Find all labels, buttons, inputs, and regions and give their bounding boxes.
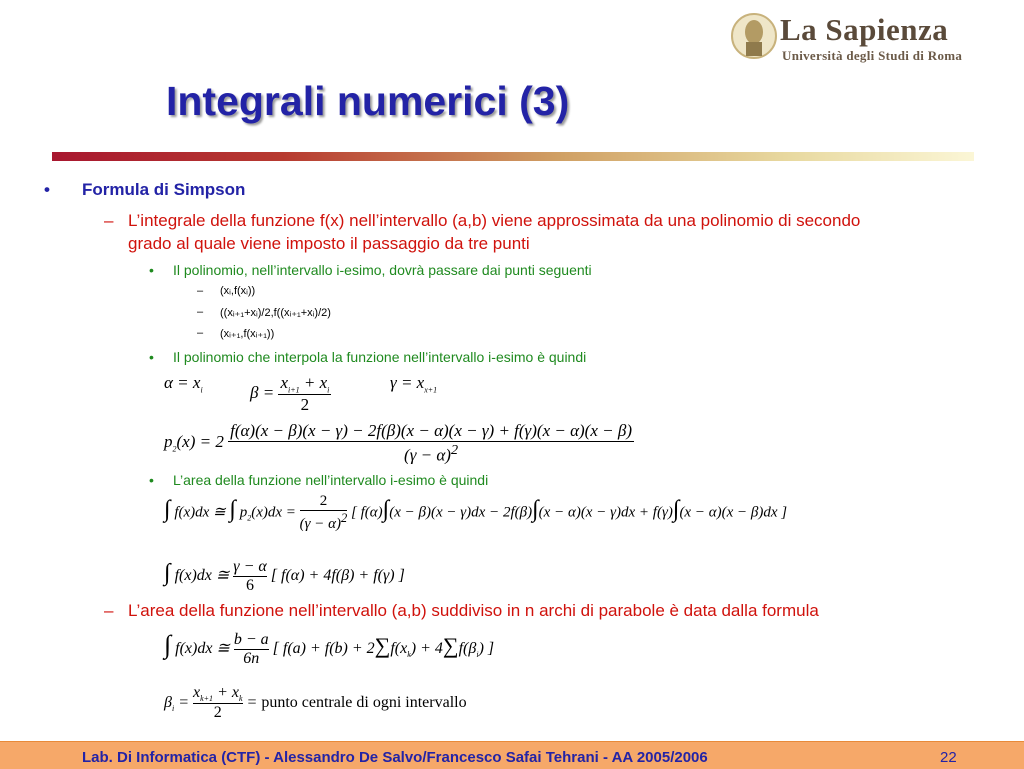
point1-line1: L’integrale della funzione f(x) nell’intervallo (a,b) viene approssimata da una polinomio di secondo	[128, 211, 861, 230]
minerva-seal-icon	[728, 8, 778, 68]
heading-simpson: Formula di Simpson	[82, 180, 246, 199]
bullet-dot: •	[44, 180, 50, 199]
logo-subtitle: Università degli Studi di Roma	[782, 48, 963, 63]
sub-bullet: •	[149, 472, 154, 488]
dash-small: –	[197, 327, 204, 339]
formula-beta-i: $\beta_i$ = $\frac{x_{k+1} + x_k}{2}$ = punto centrale di ogni intervallo	[164, 684, 467, 722]
footer-bar	[0, 741, 1024, 769]
beta-note: punto centrale di ogni intervallo	[261, 693, 467, 711]
point1-line2: grado al quale viene imposto il passaggio da tre punti	[128, 234, 530, 253]
formula-gamma: $\gamma = x_{x+1}$	[390, 373, 438, 395]
footer-text: Lab. Di Informatica (CTF) - Alessandro De Salvo/Francesco Safai Tehrani - AA 2005/2006	[82, 749, 708, 766]
formula-composite: ∫ f(x)dx ≅ $\frac{b - a}{6n}$ [ $f(a) + f(b) + 2\sum f(x_k) + 4\sum f(\beta_i)$ ]	[164, 630, 495, 667]
title-divider	[52, 152, 974, 161]
formula-area-simpson: ∫ f(x)dx ≅ $\frac{\gamma - \alpha}{6}$ [ f(α) + 4f(β) + f(γ) ]	[164, 558, 405, 594]
sub-bullet: •	[149, 349, 154, 365]
university-logo	[728, 8, 990, 68]
point2-text: L’area della funzione nell’intervallo (a,b) suddiviso in n archi di parabole è data dalla formula	[128, 601, 819, 620]
sub3-text: L’area della funzione nell’intervallo i-esimo è quindi	[173, 472, 489, 488]
formula-area-i: ∫ f(x)dx ≅ ∫ $p_2(x)dx$ = $\frac{2}{(\gamma - \alpha)^2}$ [ f(α)∫(x − β)(x − γ)dx − 2f(β)∫(x − α)(x − γ)dx + f(γ)∫(x − α)(x − β)dx ]	[164, 493, 788, 532]
formula-polynomial: $p_2(x) = 2$ f(α)(x − β)(x − γ) − 2f(β)(x − α)(x − γ) + f(γ)(x − α)(x − β) $(\gamma - \alpha)^2$	[164, 421, 632, 465]
sub1-text: Il polinomio, nell’intervallo i-esimo, dovrà passare dai punti seguenti	[173, 262, 592, 278]
page-number: 22	[940, 749, 957, 766]
formula-beta: β = $\frac{x_{i+1} + x_i}{2}$	[250, 373, 330, 415]
dash: –	[104, 211, 114, 230]
logo-title: La Sapienza	[780, 12, 949, 47]
slide-title: Integrali numerici (3)	[166, 78, 570, 124]
dash-small: –	[197, 306, 204, 318]
point-list-item: (xᵢ₊₁,f(xᵢ₊₁))	[220, 328, 275, 340]
sub-bullet: •	[149, 262, 154, 278]
point-list-item: (xᵢ,f(xᵢ))	[220, 285, 256, 297]
point-list-item: ((xᵢ₊₁+xᵢ)/2,f((xᵢ₊₁+xᵢ)/2)	[220, 307, 331, 319]
formula-alpha: $\alpha = x_i$	[164, 373, 203, 395]
dash: –	[104, 601, 114, 620]
sub2-text: Il polinomio che interpola la funzione nell’intervallo i-esimo è quindi	[173, 349, 587, 365]
dash-small: –	[197, 285, 204, 297]
